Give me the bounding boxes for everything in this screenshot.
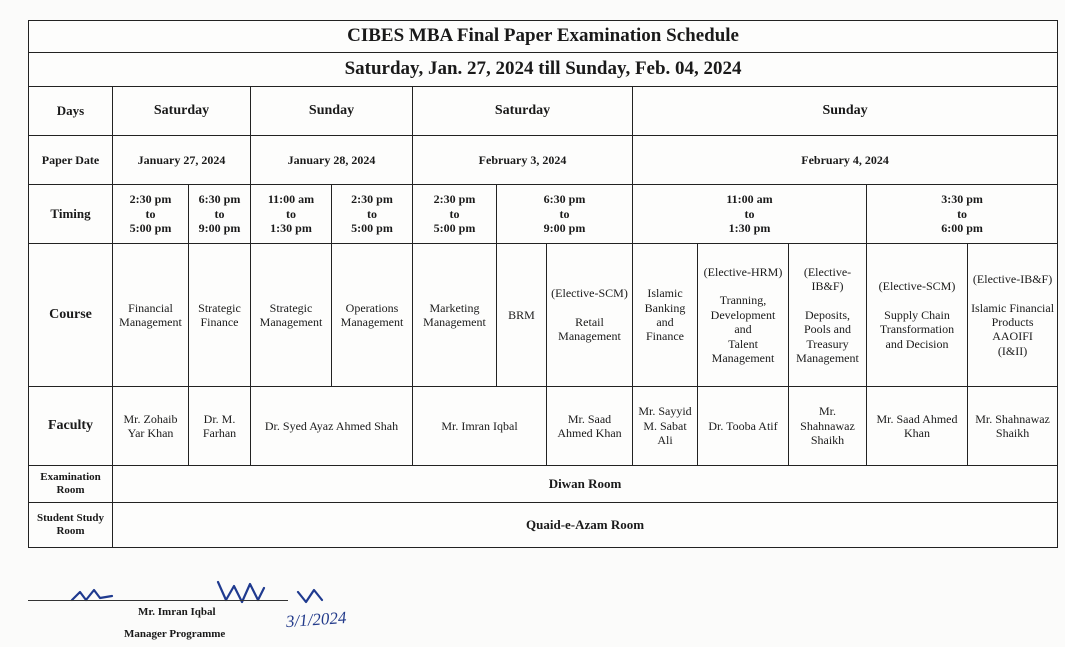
- date-cell: January 28, 2024: [251, 136, 413, 185]
- day-cell: Saturday: [113, 87, 251, 136]
- faculty-cell: Dr. Tooba Atif: [698, 387, 789, 466]
- handwritten-date: 3/1/2024: [285, 607, 348, 632]
- faculty-label: Faculty: [29, 387, 113, 466]
- faculty-cell: Dr. M. Farhan: [189, 387, 251, 466]
- faculty-cell: Dr. Syed Ayaz Ahmed Shah: [251, 387, 413, 466]
- course-cell: Financial Management: [113, 244, 189, 387]
- timing-row: [29, 185, 1058, 244]
- date-cell: February 3, 2024: [413, 136, 633, 185]
- course-cell: BRM: [497, 244, 547, 387]
- schedule-title: CIBES MBA Final Paper Examination Schedule: [29, 21, 1058, 53]
- timing-cell: 6:30 pm to 9:00 pm: [497, 185, 633, 244]
- days-label: Days: [29, 87, 113, 136]
- faculty-cell: Mr. Saad Ahmed Khan: [547, 387, 633, 466]
- days-row: [29, 87, 1058, 136]
- timing-cell: 2:30 pm to 5:00 pm: [413, 185, 497, 244]
- course-cell: (Elective- IB&F) Deposits, Pools and Treasury Management: [789, 244, 867, 387]
- schedule-table: [28, 20, 1058, 548]
- study-room-row: [29, 503, 1058, 548]
- signer-title: Manager Programme: [124, 628, 226, 640]
- timing-cell: 11:00 am to 1:30 pm: [633, 185, 867, 244]
- day-cell: Sunday: [633, 87, 1058, 136]
- timing-cell: 6:30 pm to 9:00 pm: [189, 185, 251, 244]
- course-cell: (Elective-SCM) Supply Chain Transformation and Decision: [867, 244, 968, 387]
- schedule-sheet: [28, 20, 1057, 548]
- day-cell: Sunday: [251, 87, 413, 136]
- date-cell: February 4, 2024: [633, 136, 1058, 185]
- course-cell: (Elective-HRM) Tranning, Development and Talent Management: [698, 244, 789, 387]
- schedule-subtitle: Saturday, Jan. 27, 2024 till Sunday, Feb. 04, 2024: [29, 53, 1058, 87]
- timing-cell: 3:30 pm to 6:00 pm: [867, 185, 1058, 244]
- faculty-cell: Mr. Imran Iqbal: [413, 387, 547, 466]
- paper-date-label: Paper Date: [29, 136, 113, 185]
- signature-block: [28, 578, 368, 647]
- course-row: [29, 244, 1058, 387]
- course-cell: Islamic Banking and Finance: [633, 244, 698, 387]
- course-cell: Marketing Management: [413, 244, 497, 387]
- exam-room-value: Diwan Room: [113, 466, 1058, 503]
- timing-cell: 11:00 am to 1:30 pm: [251, 185, 332, 244]
- course-cell: Strategic Management: [251, 244, 332, 387]
- faculty-cell: Mr. Sayyid M. Sabat Ali: [633, 387, 698, 466]
- day-cell: Saturday: [413, 87, 633, 136]
- signature-line: [28, 600, 288, 601]
- signer-name: Mr. Imran Iqbal: [138, 606, 216, 618]
- date-cell: January 27, 2024: [113, 136, 251, 185]
- course-cell: Strategic Finance: [189, 244, 251, 387]
- timing-cell: 2:30 pm to 5:00 pm: [332, 185, 413, 244]
- faculty-cell: Mr. Shahnawaz Shaikh: [968, 387, 1058, 466]
- timing-label: Timing: [29, 185, 113, 244]
- course-cell: (Elective-IB&F) Islamic Financial Products AAOIFI (I&II): [968, 244, 1058, 387]
- exam-room-label: Examination Room: [29, 466, 113, 503]
- study-room-label: Student Study Room: [29, 503, 113, 548]
- study-room-value: Quaid-e-Azam Room: [113, 503, 1058, 548]
- course-cell: Operations Management: [332, 244, 413, 387]
- course-cell: (Elective-SCM) Retail Management: [547, 244, 633, 387]
- faculty-cell: Mr. Saad Ahmed Khan: [867, 387, 968, 466]
- course-label: Course: [29, 244, 113, 387]
- faculty-cell: Mr. Shahnawaz Shaikh: [789, 387, 867, 466]
- timing-cell: 2:30 pm to 5:00 pm: [113, 185, 189, 244]
- exam-room-row: [29, 466, 1058, 503]
- paper-date-row: [29, 136, 1058, 185]
- faculty-cell: Mr. Zohaib Yar Khan: [113, 387, 189, 466]
- faculty-row: [29, 387, 1058, 466]
